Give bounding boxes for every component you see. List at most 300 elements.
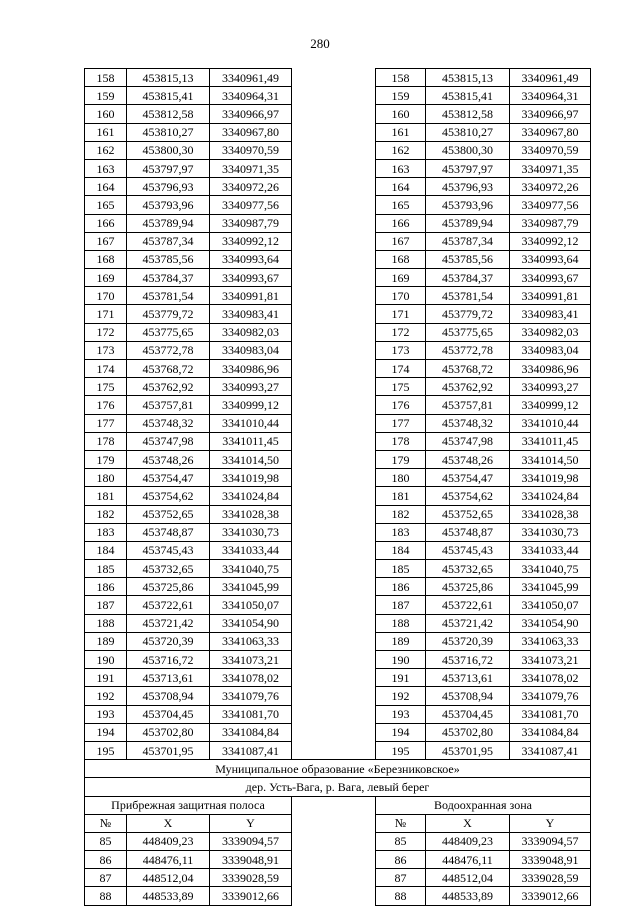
left-y-value: 3340993,64: [210, 250, 292, 268]
left-y-value: 3340987,79: [210, 214, 292, 232]
right-x-value: 453781,54: [426, 287, 510, 305]
left-header-y: Y: [210, 814, 292, 832]
left-y-value: 3339012,66: [210, 887, 292, 905]
right-x-value: 453702,80: [426, 723, 510, 741]
location-row: [85, 778, 591, 796]
table-row: [85, 687, 591, 705]
left-point-number: 175: [85, 378, 127, 396]
left-y-value: 3340961,49: [210, 69, 292, 87]
table-row: [85, 232, 591, 250]
table-row: [85, 887, 591, 905]
left-point-number: 177: [85, 414, 127, 432]
right-y-value: 3341024,84: [510, 487, 591, 505]
right-y-value: 3341073,21: [510, 651, 591, 669]
column-gap: [292, 578, 376, 596]
right-point-number: 162: [376, 141, 426, 159]
column-gap: [292, 396, 376, 414]
left-x-value: 453815,13: [127, 69, 210, 87]
right-point-number: 183: [376, 523, 426, 541]
table-row: [85, 196, 591, 214]
left-y-value: 3339048,91: [210, 851, 292, 869]
right-point-number: 86: [376, 851, 426, 869]
left-point-number: 195: [85, 741, 127, 759]
column-gap: [292, 705, 376, 723]
right-header-number: №: [376, 814, 426, 832]
right-x-value: 453732,65: [426, 560, 510, 578]
column-header-row: [85, 814, 591, 832]
left-y-value: 3341078,02: [210, 669, 292, 687]
left-point-number: 158: [85, 69, 127, 87]
column-gap: [292, 632, 376, 650]
left-x-value: 453702,80: [127, 723, 210, 741]
table-row: [85, 378, 591, 396]
right-point-number: 159: [376, 87, 426, 105]
left-x-value: 453747,98: [127, 432, 210, 450]
right-y-value: 3340970,59: [510, 141, 591, 159]
left-x-value: 448409,23: [127, 832, 210, 850]
column-gap: [292, 432, 376, 450]
column-gap: [292, 214, 376, 232]
left-x-value: 453815,41: [127, 87, 210, 105]
column-gap: [292, 851, 376, 869]
left-x-value: 453713,61: [127, 669, 210, 687]
table-row: [85, 832, 591, 850]
right-point-number: 185: [376, 560, 426, 578]
right-x-value: 453713,61: [426, 669, 510, 687]
right-point-number: 172: [376, 323, 426, 341]
table-row: [85, 250, 591, 268]
left-point-number: 176: [85, 396, 127, 414]
right-header-x: X: [426, 814, 510, 832]
column-gap: [292, 414, 376, 432]
table-row: [85, 123, 591, 141]
table-row: [85, 723, 591, 741]
column-gap: [292, 87, 376, 105]
left-point-number: 185: [85, 560, 127, 578]
column-gap: [292, 378, 376, 396]
right-y-value: 3340983,41: [510, 305, 591, 323]
left-point-number: 159: [85, 87, 127, 105]
left-y-value: 3341050,07: [210, 596, 292, 614]
column-gap: [292, 269, 376, 287]
right-x-value: 453784,37: [426, 269, 510, 287]
left-x-value: 453793,96: [127, 196, 210, 214]
left-x-value: 453772,78: [127, 341, 210, 359]
table-row: [85, 705, 591, 723]
right-zone-title: Водоохранная зона: [376, 796, 591, 814]
table-row: [85, 469, 591, 487]
right-point-number: 181: [376, 487, 426, 505]
left-x-value: 453787,34: [127, 232, 210, 250]
right-point-number: 160: [376, 105, 426, 123]
right-point-number: 180: [376, 469, 426, 487]
right-y-value: 3341054,90: [510, 614, 591, 632]
right-y-value: 3341087,41: [510, 741, 591, 759]
left-x-value: 453779,72: [127, 305, 210, 323]
right-x-value: 453789,94: [426, 214, 510, 232]
left-x-value: 453754,62: [127, 487, 210, 505]
column-gap: [292, 69, 376, 87]
municipality-title: Муниципальное образование «Березниковское»: [85, 760, 591, 778]
right-x-value: 453815,13: [426, 69, 510, 87]
left-y-value: 3340982,03: [210, 323, 292, 341]
right-x-value: 453793,96: [426, 196, 510, 214]
left-point-number: 188: [85, 614, 127, 632]
right-point-number: 190: [376, 651, 426, 669]
left-y-value: 3341010,44: [210, 414, 292, 432]
right-x-value: 453745,43: [426, 541, 510, 559]
right-y-value: 3340972,26: [510, 178, 591, 196]
left-y-value: 3340983,04: [210, 341, 292, 359]
left-point-number: 183: [85, 523, 127, 541]
right-point-number: 171: [376, 305, 426, 323]
table-row: [85, 141, 591, 159]
left-point-number: 166: [85, 214, 127, 232]
right-point-number: 179: [376, 450, 426, 468]
right-point-number: 176: [376, 396, 426, 414]
right-x-value: 453810,27: [426, 123, 510, 141]
left-point-number: 169: [85, 269, 127, 287]
right-x-value: 453768,72: [426, 360, 510, 378]
left-point-number: 85: [85, 832, 127, 850]
table-row: [85, 596, 591, 614]
left-y-value: 3341019,98: [210, 469, 292, 487]
table-row: [85, 432, 591, 450]
right-point-number: 165: [376, 196, 426, 214]
left-x-value: 453812,58: [127, 105, 210, 123]
left-x-value: 453762,92: [127, 378, 210, 396]
left-point-number: 164: [85, 178, 127, 196]
left-x-value: 453789,94: [127, 214, 210, 232]
left-x-value: 453725,86: [127, 578, 210, 596]
left-x-value: 453748,87: [127, 523, 210, 541]
right-x-value: 453815,41: [426, 87, 510, 105]
column-gap: [292, 178, 376, 196]
left-header-x: X: [127, 814, 210, 832]
right-point-number: 163: [376, 159, 426, 177]
right-x-value: 453720,39: [426, 632, 510, 650]
right-header-y: Y: [510, 814, 591, 832]
table-row: [85, 323, 591, 341]
left-y-value: 3341030,73: [210, 523, 292, 541]
left-x-value: 453701,95: [127, 741, 210, 759]
right-point-number: 187: [376, 596, 426, 614]
right-x-value: 453797,97: [426, 159, 510, 177]
right-y-value: 3340992,12: [510, 232, 591, 250]
left-y-value: 3341054,90: [210, 614, 292, 632]
right-y-value: 3340966,97: [510, 105, 591, 123]
right-y-value: 3340986,96: [510, 360, 591, 378]
left-point-number: 192: [85, 687, 127, 705]
left-y-value: 3341024,84: [210, 487, 292, 505]
left-point-number: 193: [85, 705, 127, 723]
column-gap: [292, 651, 376, 669]
column-gap: [292, 832, 376, 850]
left-y-value: 3339094,57: [210, 832, 292, 850]
column-gap: [292, 360, 376, 378]
left-point-number: 186: [85, 578, 127, 596]
left-x-value: 453810,27: [127, 123, 210, 141]
left-x-value: 453708,94: [127, 687, 210, 705]
right-x-value: 453785,56: [426, 250, 510, 268]
column-gap: [292, 796, 376, 814]
right-x-value: 453775,65: [426, 323, 510, 341]
right-y-value: 3339094,57: [510, 832, 591, 850]
right-y-value: 3340967,80: [510, 123, 591, 141]
left-y-value: 3341045,99: [210, 578, 292, 596]
table-row: [85, 669, 591, 687]
column-gap: [292, 723, 376, 741]
table-row: [85, 159, 591, 177]
left-point-number: 194: [85, 723, 127, 741]
left-x-value: 448476,11: [127, 851, 210, 869]
left-y-value: 3340991,81: [210, 287, 292, 305]
left-x-value: 453800,30: [127, 141, 210, 159]
column-gap: [292, 123, 376, 141]
right-point-number: 177: [376, 414, 426, 432]
left-point-number: 173: [85, 341, 127, 359]
column-gap: [292, 323, 376, 341]
right-y-value: 3341045,99: [510, 578, 591, 596]
page-number: 280: [310, 36, 330, 51]
right-x-value: 453762,92: [426, 378, 510, 396]
left-x-value: 453796,93: [127, 178, 210, 196]
left-y-value: 3340971,35: [210, 159, 292, 177]
right-x-value: 453701,95: [426, 741, 510, 759]
table-row: [85, 396, 591, 414]
right-y-value: 3341011,45: [510, 432, 591, 450]
left-point-number: 167: [85, 232, 127, 250]
left-x-value: 453716,72: [127, 651, 210, 669]
right-x-value: 453748,87: [426, 523, 510, 541]
left-x-value: 453754,47: [127, 469, 210, 487]
right-point-number: 191: [376, 669, 426, 687]
right-y-value: 3339028,59: [510, 869, 591, 887]
right-point-number: 175: [376, 378, 426, 396]
right-y-value: 3340991,81: [510, 287, 591, 305]
left-y-value: 3341087,41: [210, 741, 292, 759]
table-row: [85, 869, 591, 887]
table-row: [85, 178, 591, 196]
right-y-value: 3341014,50: [510, 450, 591, 468]
column-gap: [292, 141, 376, 159]
right-y-value: 3340993,64: [510, 250, 591, 268]
left-point-number: 187: [85, 596, 127, 614]
right-y-value: 3340999,12: [510, 396, 591, 414]
table-row: [85, 505, 591, 523]
left-point-number: 181: [85, 487, 127, 505]
table-row: [85, 523, 591, 541]
left-point-number: 189: [85, 632, 127, 650]
right-x-value: 453725,86: [426, 578, 510, 596]
table-row: [85, 87, 591, 105]
right-y-value: 3341040,75: [510, 560, 591, 578]
right-x-value: 448409,23: [426, 832, 510, 850]
right-point-number: 164: [376, 178, 426, 196]
left-point-number: 172: [85, 323, 127, 341]
column-gap: [292, 305, 376, 323]
right-point-number: 184: [376, 541, 426, 559]
column-gap: [292, 287, 376, 305]
table-row: [85, 287, 591, 305]
column-gap: [292, 505, 376, 523]
left-point-number: 178: [85, 432, 127, 450]
column-gap: [292, 596, 376, 614]
right-x-value: 453754,47: [426, 469, 510, 487]
left-y-value: 3341028,38: [210, 505, 292, 523]
right-y-value: 3341081,70: [510, 705, 591, 723]
left-point-number: 86: [85, 851, 127, 869]
left-y-value: 3340977,56: [210, 196, 292, 214]
right-x-value: 453812,58: [426, 105, 510, 123]
column-gap: [292, 741, 376, 759]
right-x-value: 453722,61: [426, 596, 510, 614]
left-x-value: 453748,32: [127, 414, 210, 432]
right-point-number: 158: [376, 69, 426, 87]
left-y-value: 3341079,76: [210, 687, 292, 705]
column-gap: [292, 469, 376, 487]
left-x-value: 448512,04: [127, 869, 210, 887]
right-y-value: 3340993,27: [510, 378, 591, 396]
right-point-number: 166: [376, 214, 426, 232]
left-point-number: 87: [85, 869, 127, 887]
left-point-number: 180: [85, 469, 127, 487]
left-x-value: 453704,45: [127, 705, 210, 723]
table-row: [85, 651, 591, 669]
left-y-value: 3341063,33: [210, 632, 292, 650]
right-point-number: 173: [376, 341, 426, 359]
column-gap: [292, 669, 376, 687]
left-y-value: 3341081,70: [210, 705, 292, 723]
location-title: дер. Усть-Вага, р. Вага, левый берег: [85, 778, 591, 796]
left-y-value: 3340983,41: [210, 305, 292, 323]
left-x-value: 453752,65: [127, 505, 210, 523]
right-x-value: 453800,30: [426, 141, 510, 159]
right-x-value: 453752,65: [426, 505, 510, 523]
right-x-value: 453704,45: [426, 705, 510, 723]
column-gap: [292, 250, 376, 268]
column-gap: [292, 887, 376, 905]
table-row: [85, 341, 591, 359]
right-y-value: 3340993,67: [510, 269, 591, 287]
right-x-value: 453754,62: [426, 487, 510, 505]
right-y-value: 3339012,66: [510, 887, 591, 905]
table-row: [85, 360, 591, 378]
right-x-value: 453757,81: [426, 396, 510, 414]
table-row: [85, 450, 591, 468]
table-row: [85, 487, 591, 505]
left-y-value: 3341014,50: [210, 450, 292, 468]
right-point-number: 194: [376, 723, 426, 741]
column-gap: [292, 159, 376, 177]
right-y-value: 3341063,33: [510, 632, 591, 650]
table-row: [85, 414, 591, 432]
left-x-value: 453797,97: [127, 159, 210, 177]
right-y-value: 3340987,79: [510, 214, 591, 232]
right-x-value: 453748,32: [426, 414, 510, 432]
left-y-value: 3340992,12: [210, 232, 292, 250]
left-y-value: 3340986,96: [210, 360, 292, 378]
column-gap: [292, 814, 376, 832]
right-y-value: 3340983,04: [510, 341, 591, 359]
table-row: [85, 578, 591, 596]
right-point-number: 170: [376, 287, 426, 305]
left-point-number: 163: [85, 159, 127, 177]
left-point-number: 168: [85, 250, 127, 268]
right-point-number: 85: [376, 832, 426, 850]
column-gap: [292, 196, 376, 214]
right-point-number: 186: [376, 578, 426, 596]
left-y-value: 3340993,67: [210, 269, 292, 287]
right-y-value: 3339048,91: [510, 851, 591, 869]
left-y-value: 3340966,97: [210, 105, 292, 123]
right-x-value: 448476,11: [426, 851, 510, 869]
right-y-value: 3340982,03: [510, 323, 591, 341]
left-point-number: 88: [85, 887, 127, 905]
left-x-value: 448533,89: [127, 887, 210, 905]
right-x-value: 453708,94: [426, 687, 510, 705]
right-y-value: 3340961,49: [510, 69, 591, 87]
left-point-number: 160: [85, 105, 127, 123]
column-gap: [292, 541, 376, 559]
left-x-value: 453720,39: [127, 632, 210, 650]
left-x-value: 453785,56: [127, 250, 210, 268]
right-y-value: 3341078,02: [510, 669, 591, 687]
column-gap: [292, 341, 376, 359]
left-point-number: 170: [85, 287, 127, 305]
right-y-value: 3341084,84: [510, 723, 591, 741]
left-point-number: 165: [85, 196, 127, 214]
left-point-number: 161: [85, 123, 127, 141]
right-x-value: 453796,93: [426, 178, 510, 196]
table-row: [85, 560, 591, 578]
right-x-value: 453787,34: [426, 232, 510, 250]
column-gap: [292, 105, 376, 123]
left-x-value: 453768,72: [127, 360, 210, 378]
left-x-value: 453781,54: [127, 287, 210, 305]
table-row: [85, 214, 591, 232]
column-gap: [292, 560, 376, 578]
right-point-number: 87: [376, 869, 426, 887]
table-row: [85, 541, 591, 559]
left-point-number: 182: [85, 505, 127, 523]
municipality-row: [85, 760, 591, 778]
left-point-number: 191: [85, 669, 127, 687]
right-y-value: 3340964,31: [510, 87, 591, 105]
right-point-number: 193: [376, 705, 426, 723]
left-point-number: 190: [85, 651, 127, 669]
right-point-number: 195: [376, 741, 426, 759]
left-x-value: 453745,43: [127, 541, 210, 559]
column-gap: [292, 232, 376, 250]
left-header-number: №: [85, 814, 127, 832]
column-gap: [292, 450, 376, 468]
right-point-number: 192: [376, 687, 426, 705]
right-x-value: 448533,89: [426, 887, 510, 905]
right-y-value: 3340977,56: [510, 196, 591, 214]
right-point-number: 161: [376, 123, 426, 141]
left-y-value: 3340967,80: [210, 123, 292, 141]
left-x-value: 453784,37: [127, 269, 210, 287]
table-row: [85, 741, 591, 759]
right-y-value: 3341030,73: [510, 523, 591, 541]
left-x-value: 453775,65: [127, 323, 210, 341]
left-y-value: 3340999,12: [210, 396, 292, 414]
right-point-number: 167: [376, 232, 426, 250]
right-point-number: 178: [376, 432, 426, 450]
right-point-number: 182: [376, 505, 426, 523]
right-y-value: 3341010,44: [510, 414, 591, 432]
